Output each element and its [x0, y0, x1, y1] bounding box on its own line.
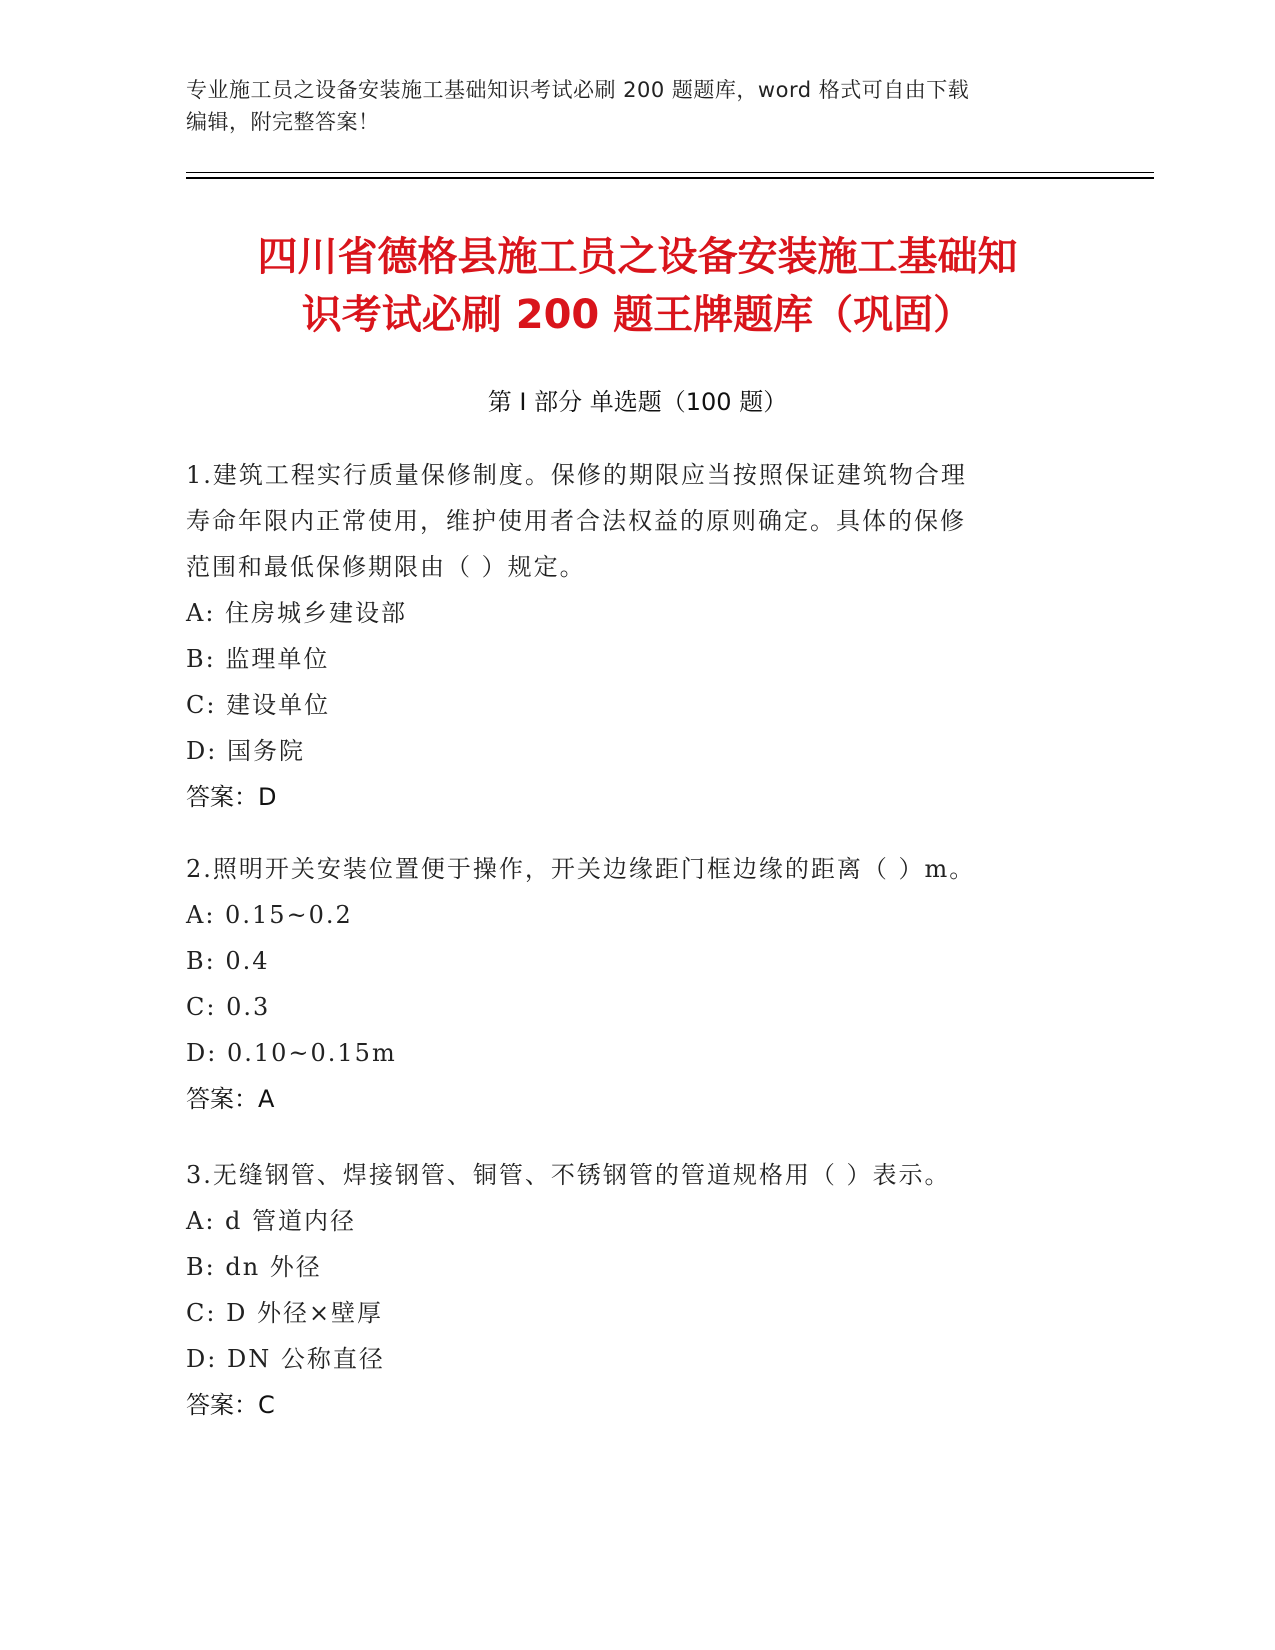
question-1-option-c: C: 建设单位 — [186, 691, 331, 719]
question-3-option-c: C: D 外径×壁厚 — [186, 1299, 384, 1327]
header-rule-thin — [186, 172, 1154, 173]
question-stem-line: 寿命年限内正常使用，维护使用者合法权益的原则确定。具体的保修 — [186, 507, 966, 535]
question-3-answer: 答案：C — [186, 1391, 275, 1419]
question-2-option-b: B: 0.4 — [186, 947, 270, 975]
question-3-option-a: A: d 管道内径 — [186, 1207, 357, 1235]
question-1-stem — [186, 452, 1066, 590]
header-note — [186, 74, 1086, 138]
question-1-option-b: B: 监理单位 — [186, 645, 330, 673]
question-3-option-d: D: DN 公称直径 — [186, 1345, 385, 1373]
header-note-line-2: 编辑，附完整答案！ — [186, 110, 380, 134]
question-3-option-b: B: dn 外径 — [186, 1253, 322, 1281]
header-note-line-1: 专业施工员之设备安装施工基础知识考试必刷 200 题题库，word 格式可自由下载 — [186, 78, 970, 102]
section-heading: 第 I 部分 单选题（100 题） — [487, 388, 788, 416]
question-1 — [186, 452, 1066, 820]
question-1-answer: 答案：D — [186, 783, 277, 811]
question-stem-line: 1.建筑工程实行质量保修制度。保修的期限应当按照保证建筑物合理 — [186, 461, 967, 489]
question-2-option-d: D: 0.10~0.15m — [186, 1039, 397, 1067]
question-3 — [186, 1152, 1066, 1428]
question-2-stem — [186, 846, 1066, 892]
question-stem-line: 2.照明开关安装位置便于操作，开关边缘距门框边缘的距离（ ）m。 — [186, 855, 976, 883]
header-rule-thick — [186, 177, 1154, 179]
question-2-option-a: A: 0.15~0.2 — [186, 901, 353, 929]
question-stem-line: 范围和最低保修期限由（ ）规定。 — [186, 553, 586, 581]
document-title-line-2: 识考试必刷 200 题王牌题库（巩固） — [301, 292, 974, 338]
question-2-option-c: C: 0.3 — [186, 993, 271, 1021]
question-2 — [186, 846, 1066, 1122]
question-1-option-d: D: 国务院 — [186, 737, 305, 765]
question-2-answer: 答案：A — [186, 1085, 275, 1113]
document-title — [150, 228, 1125, 344]
document-title-line-1: 四川省德格县施工员之设备安装施工基础知 — [257, 234, 1018, 280]
question-stem-line: 3.无缝钢管、焊接钢管、铜管、不锈钢管的管道规格用（ ）表示。 — [186, 1161, 951, 1189]
question-3-stem — [186, 1152, 1066, 1198]
question-1-option-a: A: 住房城乡建设部 — [186, 599, 408, 627]
